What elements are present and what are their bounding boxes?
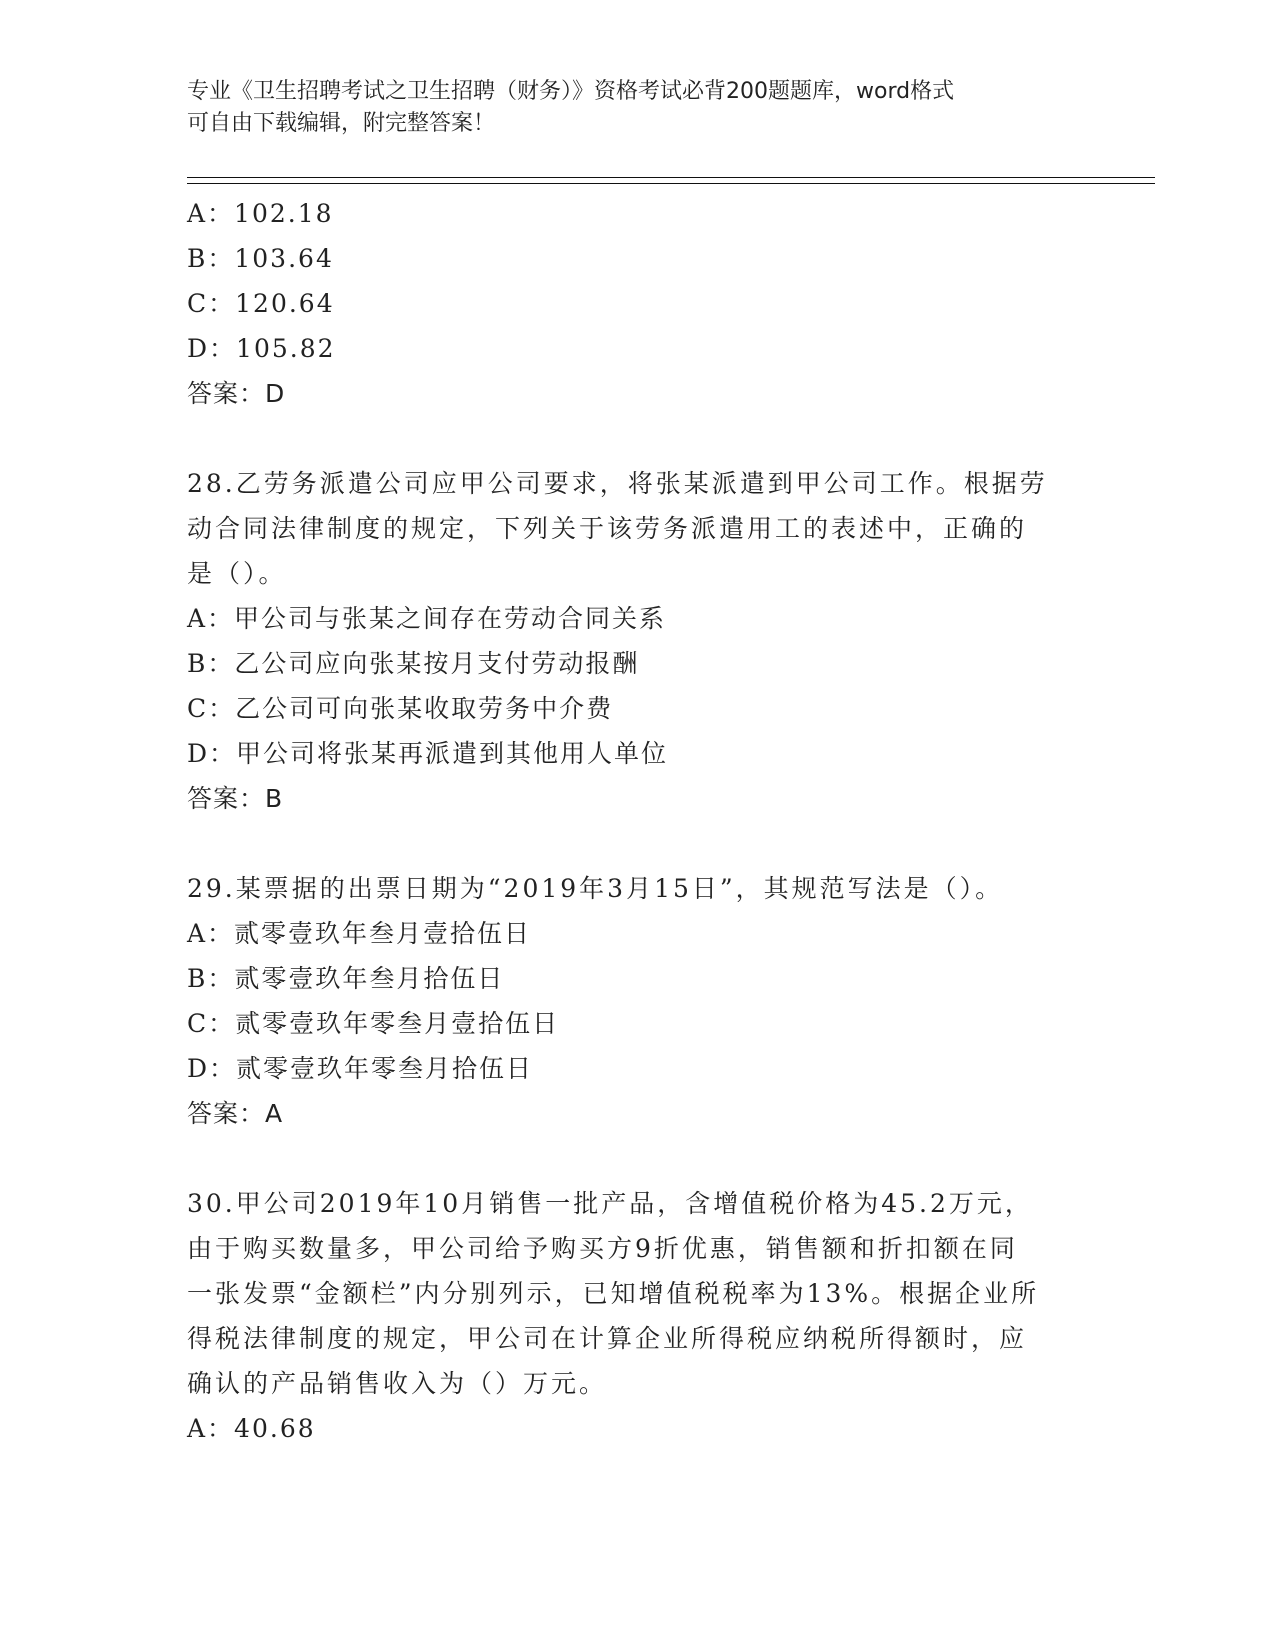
question-text-line: 确认的产品销售收入为（）万元。: [187, 1369, 608, 1398]
question-27: [187, 191, 1087, 416]
page-header: [187, 76, 1087, 140]
spacer: [187, 416, 1087, 461]
option-c: C：乙公司可向张某收取劳务中介费: [187, 694, 614, 723]
option-b: B：103.64: [187, 244, 334, 273]
option-a: A：甲公司与张某之间存在劳动合同关系: [187, 604, 667, 633]
option-a: A：102.18: [187, 199, 334, 228]
option-a: A：40.68: [187, 1414, 316, 1443]
question-text-line: 由于购买数量多，甲公司给予购买方9折优惠，销售额和折扣额在同: [187, 1234, 1018, 1263]
question-text-line: 是（）。: [187, 559, 287, 588]
answer: 答案：A: [187, 1099, 284, 1128]
question-text-line: 得税法律制度的规定，甲公司在计算企业所得税应纳税所得额时，应: [187, 1324, 1028, 1353]
question-text-line: 29.某票据的出票日期为“2019年3月15日”，其规范写法是（）。: [187, 874, 1004, 903]
option-c: C：120.64: [187, 289, 335, 318]
spacer: [187, 821, 1087, 866]
option-c: C：贰零壹玖年零叁月壹拾伍日: [187, 1009, 560, 1038]
header-rule-bottom: [187, 183, 1155, 184]
question-30: [187, 1181, 1087, 1451]
option-a: A：贰零壹玖年叁月壹拾伍日: [187, 919, 532, 948]
question-text-line: 28.乙劳务派遣公司应甲公司要求，将张某派遣到甲公司工作。根据劳: [187, 469, 1048, 498]
option-d: D：甲公司将张某再派遣到其他用人单位: [187, 739, 669, 768]
question-text: [187, 866, 1087, 911]
question-text-line: 30.甲公司2019年10月销售一批产品，含增值税价格为45.2万元，: [187, 1189, 1033, 1218]
header-line-2: 可自由下载编辑，附完整答案！: [187, 111, 496, 136]
question-text-line: 动合同法律制度的规定，下列关于该劳务派遣用工的表述中，正确的: [187, 514, 1028, 543]
header-rule-top: [187, 177, 1155, 178]
answer: 答案：D: [187, 379, 286, 408]
question-text-line: 一张发票“金额栏”内分别列示，已知增值税税率为13%。根据企业所: [187, 1279, 1040, 1308]
option-d: D：贰零壹玖年零叁月拾伍日: [187, 1054, 534, 1083]
question-text: [187, 461, 1087, 596]
option-b: B：贰零壹玖年叁月拾伍日: [187, 964, 505, 993]
spacer: [187, 1136, 1087, 1181]
question-29: [187, 866, 1087, 1136]
answer: 答案：B: [187, 784, 284, 813]
question-text: [187, 1181, 1087, 1406]
option-b: B：乙公司应向张某按月支付劳动报酬: [187, 649, 640, 678]
question-28: [187, 461, 1087, 821]
question-list: [187, 191, 1087, 1451]
header-line-1: 专业《卫生招聘考试之卫生招聘（财务）》资格考试必背200题题库，word格式: [187, 79, 955, 104]
option-d: D：105.82: [187, 334, 336, 363]
